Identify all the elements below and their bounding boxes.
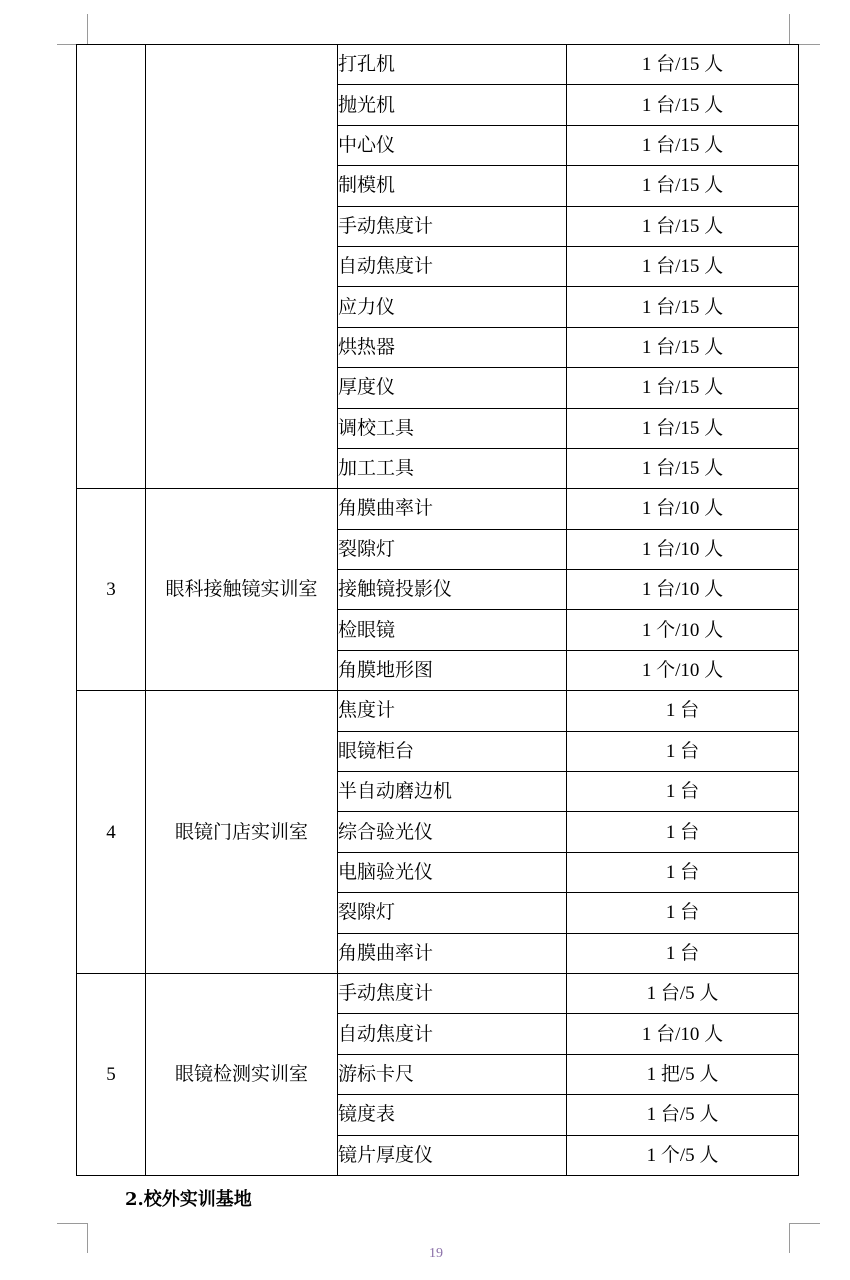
crop-mark (57, 1223, 87, 1224)
equipment-quantity-cell: 1 台/15 人 (567, 85, 799, 125)
room-name-cell: 眼镜门店实训室 (146, 691, 338, 974)
room-name-cell: 眼科接触镜实训室 (146, 489, 338, 691)
equipment-quantity-cell: 1 台 (567, 691, 799, 731)
equipment-name-cell: 角膜曲率计 (338, 489, 567, 529)
equipment-quantity-cell: 1 台/10 人 (567, 1014, 799, 1054)
room-name-cell (146, 45, 338, 489)
equipment-quantity-cell: 1 台/5 人 (567, 973, 799, 1013)
equipment-quantity-cell: 1 台/15 人 (567, 246, 799, 286)
equipment-quantity-cell: 1 个/10 人 (567, 610, 799, 650)
equipment-name-cell: 手动焦度计 (338, 973, 567, 1013)
equipment-quantity-cell: 1 台 (567, 893, 799, 933)
equipment-name-cell: 镜片厚度仪 (338, 1135, 567, 1175)
equipment-quantity-cell: 1 台/15 人 (567, 368, 799, 408)
row-number-cell: 3 (77, 489, 146, 691)
equipment-name-cell: 抛光机 (338, 85, 567, 125)
equipment-name-cell: 角膜地形图 (338, 650, 567, 690)
equipment-name-cell: 接触镜投影仪 (338, 570, 567, 610)
equipment-quantity-cell: 1 台/10 人 (567, 489, 799, 529)
crop-mark (790, 1223, 820, 1224)
equipment-name-cell: 游标卡尺 (338, 1054, 567, 1094)
equipment-quantity-cell: 1 台/15 人 (567, 448, 799, 488)
equipment-quantity-cell: 1 台/15 人 (567, 408, 799, 448)
equipment-name-cell: 厚度仪 (338, 368, 567, 408)
equipment-name-cell: 综合验光仪 (338, 812, 567, 852)
row-number-cell: 5 (77, 973, 146, 1175)
table-row (77, 973, 799, 1013)
equipment-quantity-cell: 1 台/10 人 (567, 570, 799, 610)
equipment-name-cell: 中心仪 (338, 125, 567, 165)
equipment-quantity-cell: 1 个/5 人 (567, 1135, 799, 1175)
equipment-name-cell: 自动焦度计 (338, 246, 567, 286)
row-number-cell (77, 45, 146, 489)
equipment-table-body (77, 45, 799, 1176)
equipment-quantity-cell: 1 台/15 人 (567, 125, 799, 165)
equipment-quantity-cell: 1 台/5 人 (567, 1095, 799, 1135)
equipment-name-cell: 半自动磨边机 (338, 772, 567, 812)
section-heading: 2.校外实训基地 (125, 1189, 252, 1210)
equipment-name-cell: 检眼镜 (338, 610, 567, 650)
equipment-quantity-cell: 1 台/15 人 (567, 327, 799, 367)
table-row (77, 489, 799, 529)
equipment-name-cell: 手动焦度计 (338, 206, 567, 246)
equipment-quantity-cell: 1 台 (567, 933, 799, 973)
equipment-name-cell: 调校工具 (338, 408, 567, 448)
equipment-quantity-cell: 1 台/15 人 (567, 206, 799, 246)
equipment-quantity-cell: 1 台/15 人 (567, 287, 799, 327)
equipment-quantity-cell: 1 把/5 人 (567, 1054, 799, 1094)
room-name-cell: 眼镜检测实训室 (146, 973, 338, 1175)
equipment-quantity-cell: 1 台/10 人 (567, 529, 799, 569)
equipment-quantity-cell: 1 台/15 人 (567, 166, 799, 206)
equipment-name-cell: 加工工具 (338, 448, 567, 488)
equipment-name-cell: 眼镜柜台 (338, 731, 567, 771)
page-number: 19 (429, 1246, 443, 1261)
equipment-name-cell: 角膜曲率计 (338, 933, 567, 973)
equipment-name-cell: 裂隙灯 (338, 893, 567, 933)
equipment-quantity-cell: 1 台 (567, 772, 799, 812)
table-row (77, 691, 799, 731)
equipment-table (76, 44, 799, 1176)
table-row (77, 45, 799, 85)
equipment-quantity-cell: 1 台/15 人 (567, 45, 799, 85)
equipment-name-cell: 烘热器 (338, 327, 567, 367)
equipment-name-cell: 自动焦度计 (338, 1014, 567, 1054)
equipment-name-cell: 焦度计 (338, 691, 567, 731)
equipment-quantity-cell: 1 个/10 人 (567, 650, 799, 690)
equipment-name-cell: 制模机 (338, 166, 567, 206)
equipment-name-cell: 镜度表 (338, 1095, 567, 1135)
equipment-quantity-cell: 1 台 (567, 852, 799, 892)
crop-mark (789, 14, 790, 44)
equipment-name-cell: 打孔机 (338, 45, 567, 85)
row-number-cell: 4 (77, 691, 146, 974)
equipment-quantity-cell: 1 台 (567, 812, 799, 852)
equipment-name-cell: 应力仪 (338, 287, 567, 327)
equipment-quantity-cell: 1 台 (567, 731, 799, 771)
crop-mark (87, 14, 88, 44)
equipment-name-cell: 电脑验光仪 (338, 852, 567, 892)
equipment-name-cell: 裂隙灯 (338, 529, 567, 569)
